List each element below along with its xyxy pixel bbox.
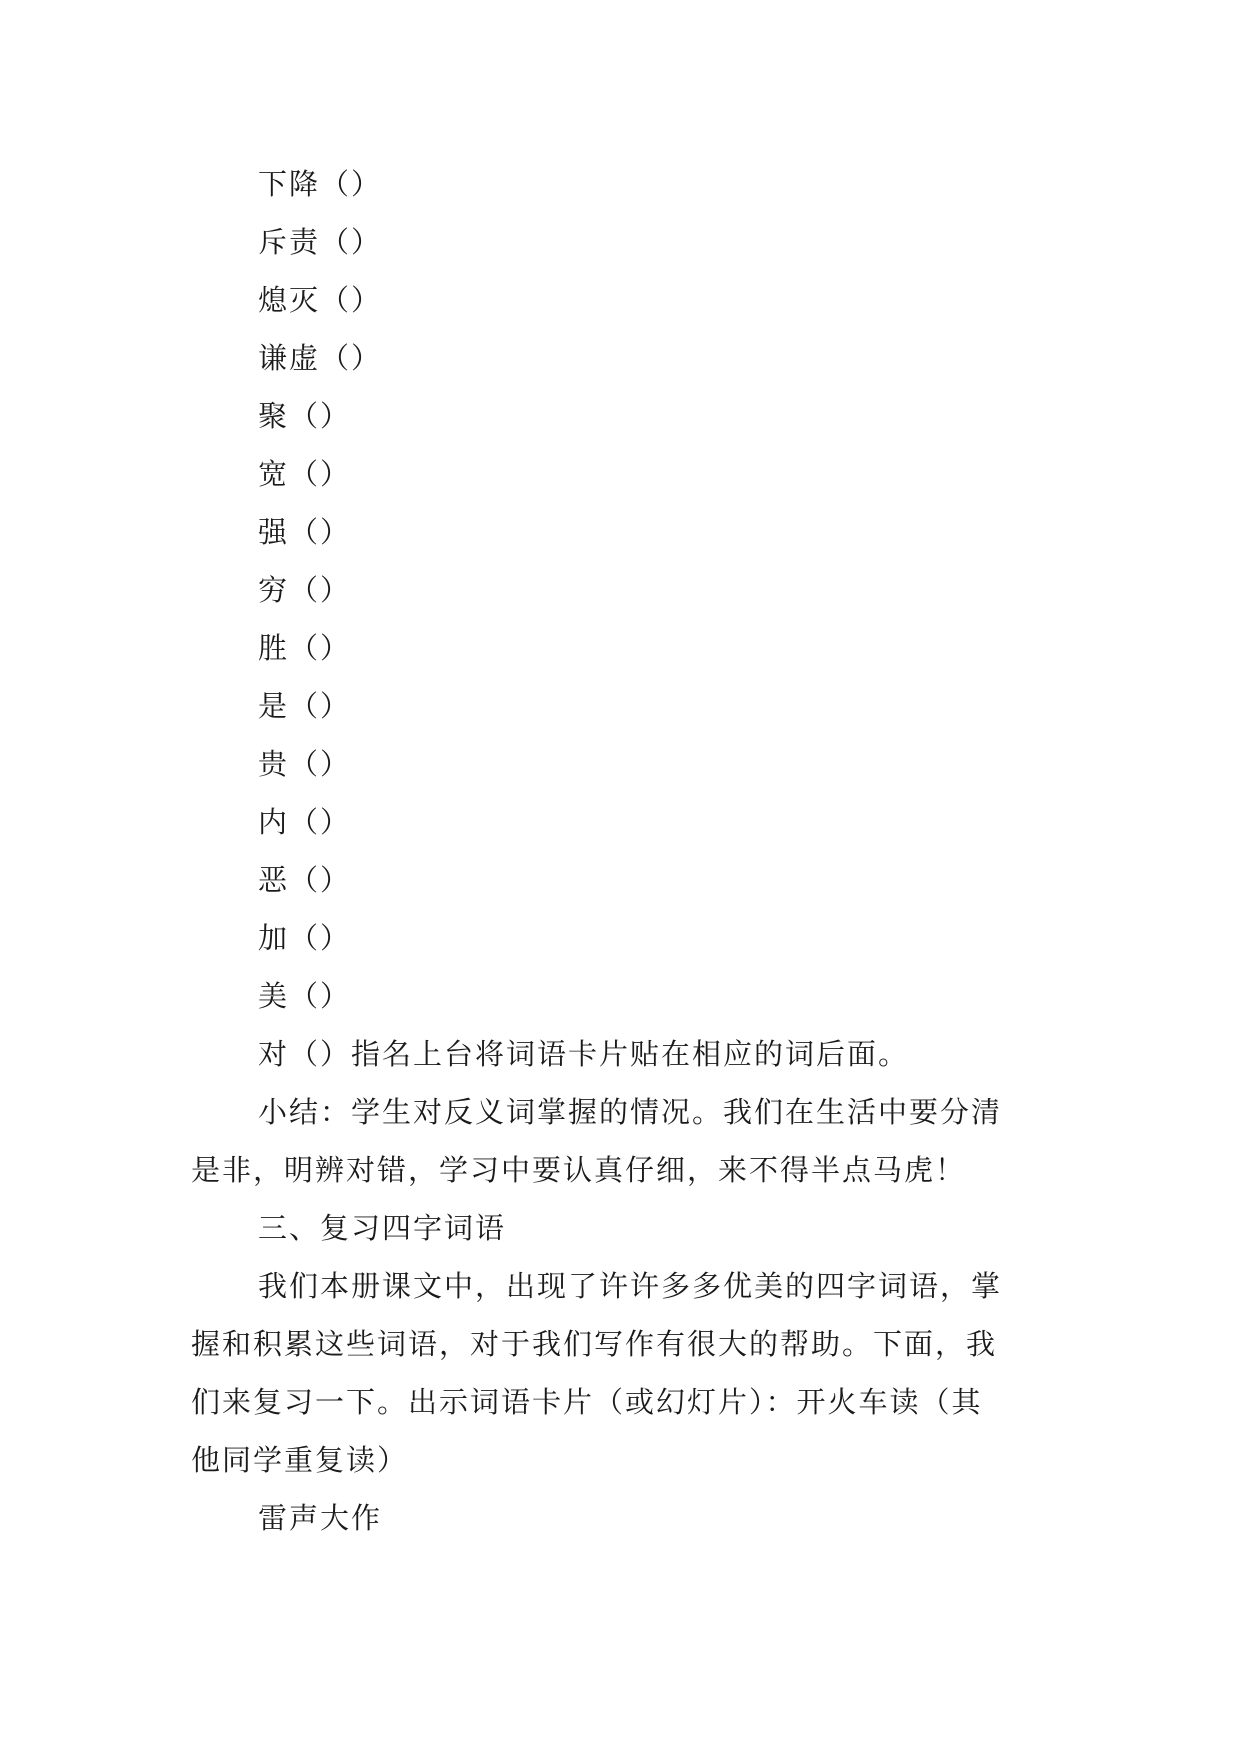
- word-item: 加（）: [258, 921, 352, 955]
- word-item: 穷（）: [258, 573, 352, 607]
- word-item: 胜（）: [258, 631, 352, 665]
- word-item: 是（）: [258, 689, 352, 723]
- intro-line-4: 他同学重复读）: [191, 1443, 409, 1477]
- word-item: 恶（）: [258, 863, 352, 897]
- summary-line-2: 是非，明辨对错，学习中要认真仔细，来不得半点马虎！: [191, 1153, 967, 1187]
- word-item: 美（）: [258, 979, 352, 1013]
- word-item: 贵（）: [258, 747, 352, 781]
- summary-line-1: 小结：学生对反义词掌握的情况。我们在生活中要分清: [258, 1095, 1003, 1129]
- intro-line-1: 我们本册课文中，出现了许许多多优美的四字词语，掌: [258, 1269, 1003, 1303]
- word-item: 斥责（）: [258, 225, 383, 259]
- word-item: 聚（）: [258, 399, 352, 433]
- idiom-item: 雷声大作: [258, 1501, 383, 1535]
- section-heading: 三、复习四字词语: [258, 1211, 507, 1245]
- word-item: 内（）: [258, 805, 352, 839]
- instruction-line: 对（）指名上台将词语卡片贴在相应的词后面。: [258, 1037, 910, 1071]
- word-item: 下降（）: [258, 167, 383, 201]
- intro-line-3: 们来复习一下。出示词语卡片（或幻灯片）：开火车读（其: [191, 1385, 983, 1419]
- word-item: 熄灭（）: [258, 283, 383, 317]
- word-item: 强（）: [258, 515, 352, 549]
- word-item: 宽（）: [258, 457, 352, 491]
- intro-line-2: 握和积累这些词语，对于我们写作有很大的帮助。下面，我: [191, 1327, 998, 1361]
- word-item: 谦虚（）: [258, 341, 383, 375]
